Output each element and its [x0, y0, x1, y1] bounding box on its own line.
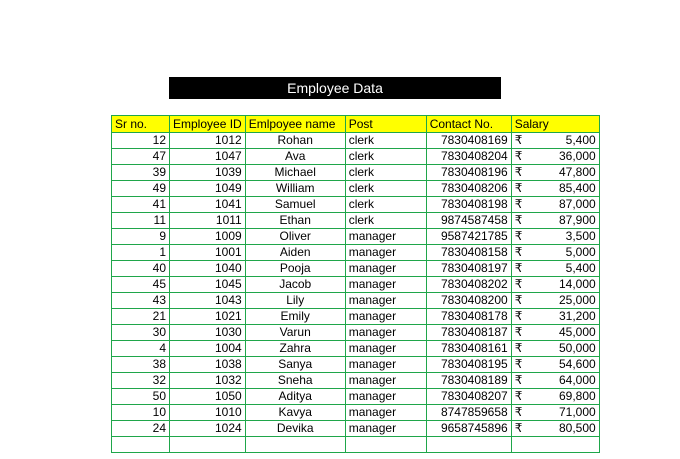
cell-employee-name[interactable]: Aiden [245, 245, 345, 261]
employee-table [111, 115, 600, 453]
table-row [112, 197, 600, 213]
salary-amount: 71,000 [559, 405, 596, 419]
cell-contact-no[interactable]: 8747859658 [426, 405, 511, 421]
table-row [112, 373, 600, 389]
cell-employee-id[interactable]: 1024 [170, 421, 246, 437]
cell-post[interactable]: clerk [345, 165, 426, 181]
cell-post[interactable]: manager [345, 309, 426, 325]
cell-sr-no[interactable]: 21 [112, 309, 170, 325]
salary-amount: 50,000 [559, 341, 596, 355]
table-row [112, 405, 600, 421]
currency-symbol: ₹ [514, 165, 523, 179]
cell-contact-no[interactable]: 7830408202 [426, 277, 511, 293]
sheet-title: Employee Data [169, 77, 501, 99]
table-row [112, 181, 600, 197]
cell-salary[interactable] [511, 261, 599, 277]
table-row-partial [112, 437, 600, 453]
cell-empty[interactable] [112, 437, 170, 453]
table-row [112, 277, 600, 293]
cell-employee-name[interactable]: Oliver [245, 229, 345, 245]
cell-sr-no[interactable]: 47 [112, 149, 170, 165]
cell-employee-id[interactable]: 1010 [170, 405, 246, 421]
cell-post[interactable]: manager [345, 405, 426, 421]
cell-employee-name[interactable]: Jacob [245, 277, 345, 293]
cell-sr-no[interactable]: 32 [112, 373, 170, 389]
currency-symbol: ₹ [514, 373, 523, 387]
cell-contact-no[interactable]: 7830408187 [426, 325, 511, 341]
cell-employee-id[interactable]: 1047 [170, 149, 246, 165]
cell-sr-no[interactable]: 12 [112, 133, 170, 149]
cell-employee-id[interactable]: 1049 [170, 181, 246, 197]
cell-salary[interactable] [511, 341, 599, 357]
currency-symbol: ₹ [514, 149, 523, 163]
header-row [112, 116, 600, 133]
cell-post[interactable]: manager [345, 373, 426, 389]
cell-salary[interactable] [511, 133, 599, 149]
header-post[interactable]: Post [345, 116, 426, 133]
cell-employee-name[interactable]: William [245, 181, 345, 197]
cell-post[interactable]: clerk [345, 213, 426, 229]
cell-sr-no[interactable]: 41 [112, 197, 170, 213]
cell-post[interactable]: manager [345, 325, 426, 341]
cell-post[interactable]: manager [345, 293, 426, 309]
cell-sr-no[interactable]: 49 [112, 181, 170, 197]
header-employee-name[interactable]: Emlpoyee name [245, 116, 345, 133]
salary-amount: 31,200 [559, 309, 596, 323]
cell-employee-name[interactable]: Lily [245, 293, 345, 309]
cell-empty[interactable] [170, 437, 246, 453]
currency-symbol: ₹ [514, 389, 523, 403]
cell-salary[interactable] [511, 277, 599, 293]
cell-sr-no[interactable]: 39 [112, 165, 170, 181]
currency-symbol: ₹ [514, 181, 523, 195]
cell-post[interactable]: manager [345, 341, 426, 357]
cell-post[interactable]: clerk [345, 133, 426, 149]
cell-post[interactable]: manager [345, 389, 426, 405]
currency-symbol: ₹ [514, 325, 523, 339]
cell-post[interactable]: clerk [345, 149, 426, 165]
cell-post[interactable]: manager [345, 229, 426, 245]
salary-amount: 45,000 [559, 325, 596, 339]
cell-salary[interactable] [511, 245, 599, 261]
cell-salary[interactable] [511, 325, 599, 341]
cell-post[interactable]: manager [345, 261, 426, 277]
cell-contact-no[interactable]: 7830408206 [426, 181, 511, 197]
cell-employee-id[interactable]: 1032 [170, 373, 246, 389]
cell-employee-id[interactable]: 1011 [170, 213, 246, 229]
table-row [112, 341, 600, 357]
cell-salary[interactable] [511, 181, 599, 197]
cell-employee-name[interactable]: Kavya [245, 405, 345, 421]
cell-salary[interactable] [511, 149, 599, 165]
cell-employee-id[interactable]: 1038 [170, 357, 246, 373]
cell-salary[interactable] [511, 293, 599, 309]
cell-salary[interactable] [511, 229, 599, 245]
cell-contact-no[interactable]: 7830408189 [426, 373, 511, 389]
currency-symbol: ₹ [514, 213, 523, 227]
currency-symbol: ₹ [514, 229, 523, 243]
currency-symbol: ₹ [514, 197, 523, 211]
currency-symbol: ₹ [514, 357, 523, 371]
header-salary[interactable]: Salary [511, 116, 599, 133]
salary-amount: 5,400 [565, 133, 596, 147]
cell-contact-no[interactable]: 7830408197 [426, 261, 511, 277]
table-row [112, 165, 600, 181]
salary-amount: 47,800 [559, 165, 596, 179]
table-row [112, 325, 600, 341]
cell-sr-no[interactable]: 50 [112, 389, 170, 405]
cell-employee-id[interactable]: 1043 [170, 293, 246, 309]
cell-sr-no[interactable]: 10 [112, 405, 170, 421]
cell-contact-no[interactable]: 7830408207 [426, 389, 511, 405]
header-contact-no[interactable]: Contact No. [426, 116, 511, 133]
cell-post[interactable]: clerk [345, 181, 426, 197]
cell-post[interactable]: clerk [345, 197, 426, 213]
salary-amount: 69,800 [559, 389, 596, 403]
cell-employee-id[interactable]: 1039 [170, 165, 246, 181]
header-employee-id[interactable]: Employee ID [170, 116, 246, 133]
cell-salary[interactable] [511, 357, 599, 373]
cell-sr-no[interactable]: 9 [112, 229, 170, 245]
salary-amount: 87,900 [559, 213, 596, 227]
cell-employee-id[interactable]: 1041 [170, 197, 246, 213]
cell-sr-no[interactable]: 38 [112, 357, 170, 373]
currency-symbol: ₹ [514, 309, 523, 323]
cell-employee-id[interactable]: 1001 [170, 245, 246, 261]
cell-empty[interactable] [511, 437, 599, 453]
cell-employee-name[interactable]: Michael [245, 165, 345, 181]
salary-amount: 87,000 [559, 197, 596, 211]
currency-symbol: ₹ [514, 405, 523, 419]
cell-employee-name[interactable]: Pooja [245, 261, 345, 277]
cell-salary[interactable] [511, 309, 599, 325]
table-row [112, 245, 600, 261]
cell-employee-id[interactable]: 1045 [170, 277, 246, 293]
cell-empty[interactable] [426, 437, 511, 453]
cell-contact-no[interactable]: 7830408200 [426, 293, 511, 309]
cell-contact-no[interactable]: 7830408204 [426, 149, 511, 165]
cell-sr-no[interactable]: 45 [112, 277, 170, 293]
table-row [112, 149, 600, 165]
table-row [112, 133, 600, 149]
cell-sr-no[interactable]: 11 [112, 213, 170, 229]
salary-amount: 54,600 [559, 357, 596, 371]
cell-empty[interactable] [345, 437, 426, 453]
table-row [112, 421, 600, 437]
currency-symbol: ₹ [514, 133, 523, 147]
cell-contact-no[interactable]: 9658745896 [426, 421, 511, 437]
salary-amount: 3,500 [565, 229, 596, 243]
cell-employee-id[interactable]: 1040 [170, 261, 246, 277]
cell-employee-id[interactable]: 1021 [170, 309, 246, 325]
cell-employee-name[interactable]: Sanya [245, 357, 345, 373]
salary-amount: 14,000 [559, 277, 596, 291]
cell-employee-name[interactable]: Varun [245, 325, 345, 341]
cell-post[interactable]: manager [345, 357, 426, 373]
table-row [112, 213, 600, 229]
cell-employee-name[interactable]: Aditya [245, 389, 345, 405]
currency-symbol: ₹ [514, 293, 523, 307]
cell-sr-no[interactable]: 43 [112, 293, 170, 309]
currency-symbol: ₹ [514, 245, 523, 259]
cell-salary[interactable] [511, 389, 599, 405]
cell-contact-no[interactable]: 7830408196 [426, 165, 511, 181]
cell-employee-name[interactable]: Zahra [245, 341, 345, 357]
cell-contact-no[interactable]: 7830408178 [426, 309, 511, 325]
table-body [112, 133, 600, 453]
cell-post[interactable]: manager [345, 277, 426, 293]
cell-employee-id[interactable]: 1050 [170, 389, 246, 405]
cell-contact-no[interactable]: 7830408161 [426, 341, 511, 357]
salary-amount: 5,000 [565, 245, 596, 259]
salary-amount: 80,500 [559, 421, 596, 435]
cell-sr-no[interactable]: 1 [112, 245, 170, 261]
cell-contact-no[interactable]: 7830408169 [426, 133, 511, 149]
table-row [112, 389, 600, 405]
cell-sr-no[interactable]: 30 [112, 325, 170, 341]
cell-employee-name[interactable]: Rohan [245, 133, 345, 149]
salary-amount: 85,400 [559, 181, 596, 195]
salary-amount: 25,000 [559, 293, 596, 307]
salary-amount: 36,000 [559, 149, 596, 163]
currency-symbol: ₹ [514, 261, 523, 275]
cell-employee-name[interactable]: Devika [245, 421, 345, 437]
cell-contact-no[interactable]: 7830408198 [426, 197, 511, 213]
cell-sr-no[interactable]: 40 [112, 261, 170, 277]
cell-employee-name[interactable]: Samuel [245, 197, 345, 213]
cell-sr-no[interactable]: 24 [112, 421, 170, 437]
cell-salary[interactable] [511, 197, 599, 213]
cell-post[interactable]: manager [345, 245, 426, 261]
cell-employee-id[interactable]: 1004 [170, 341, 246, 357]
cell-salary[interactable] [511, 405, 599, 421]
table-row [112, 309, 600, 325]
cell-employee-name[interactable]: Ethan [245, 213, 345, 229]
cell-contact-no[interactable]: 7830408158 [426, 245, 511, 261]
cell-empty[interactable] [245, 437, 345, 453]
cell-employee-id[interactable]: 1009 [170, 229, 246, 245]
cell-employee-name[interactable]: Sneha [245, 373, 345, 389]
cell-contact-no[interactable]: 7830408195 [426, 357, 511, 373]
cell-post[interactable]: manager [345, 421, 426, 437]
cell-salary[interactable] [511, 165, 599, 181]
cell-employee-name[interactable]: Emily [245, 309, 345, 325]
cell-employee-id[interactable]: 1012 [170, 133, 246, 149]
cell-sr-no[interactable]: 4 [112, 341, 170, 357]
cell-employee-id[interactable]: 1030 [170, 325, 246, 341]
cell-contact-no[interactable]: 9587421785 [426, 229, 511, 245]
salary-amount: 5,400 [565, 261, 596, 275]
cell-salary[interactable] [511, 421, 599, 437]
currency-symbol: ₹ [514, 341, 523, 355]
cell-contact-no[interactable]: 9874587458 [426, 213, 511, 229]
currency-symbol: ₹ [514, 421, 523, 435]
table-row [112, 357, 600, 373]
table-row [112, 261, 600, 277]
currency-symbol: ₹ [514, 277, 523, 291]
salary-amount: 64,000 [559, 373, 596, 387]
table-row [112, 293, 600, 309]
table-row [112, 229, 600, 245]
cell-salary[interactable] [511, 213, 599, 229]
cell-employee-name[interactable]: Ava [245, 149, 345, 165]
header-sr-no[interactable]: Sr no. [112, 116, 170, 133]
cell-salary[interactable] [511, 373, 599, 389]
